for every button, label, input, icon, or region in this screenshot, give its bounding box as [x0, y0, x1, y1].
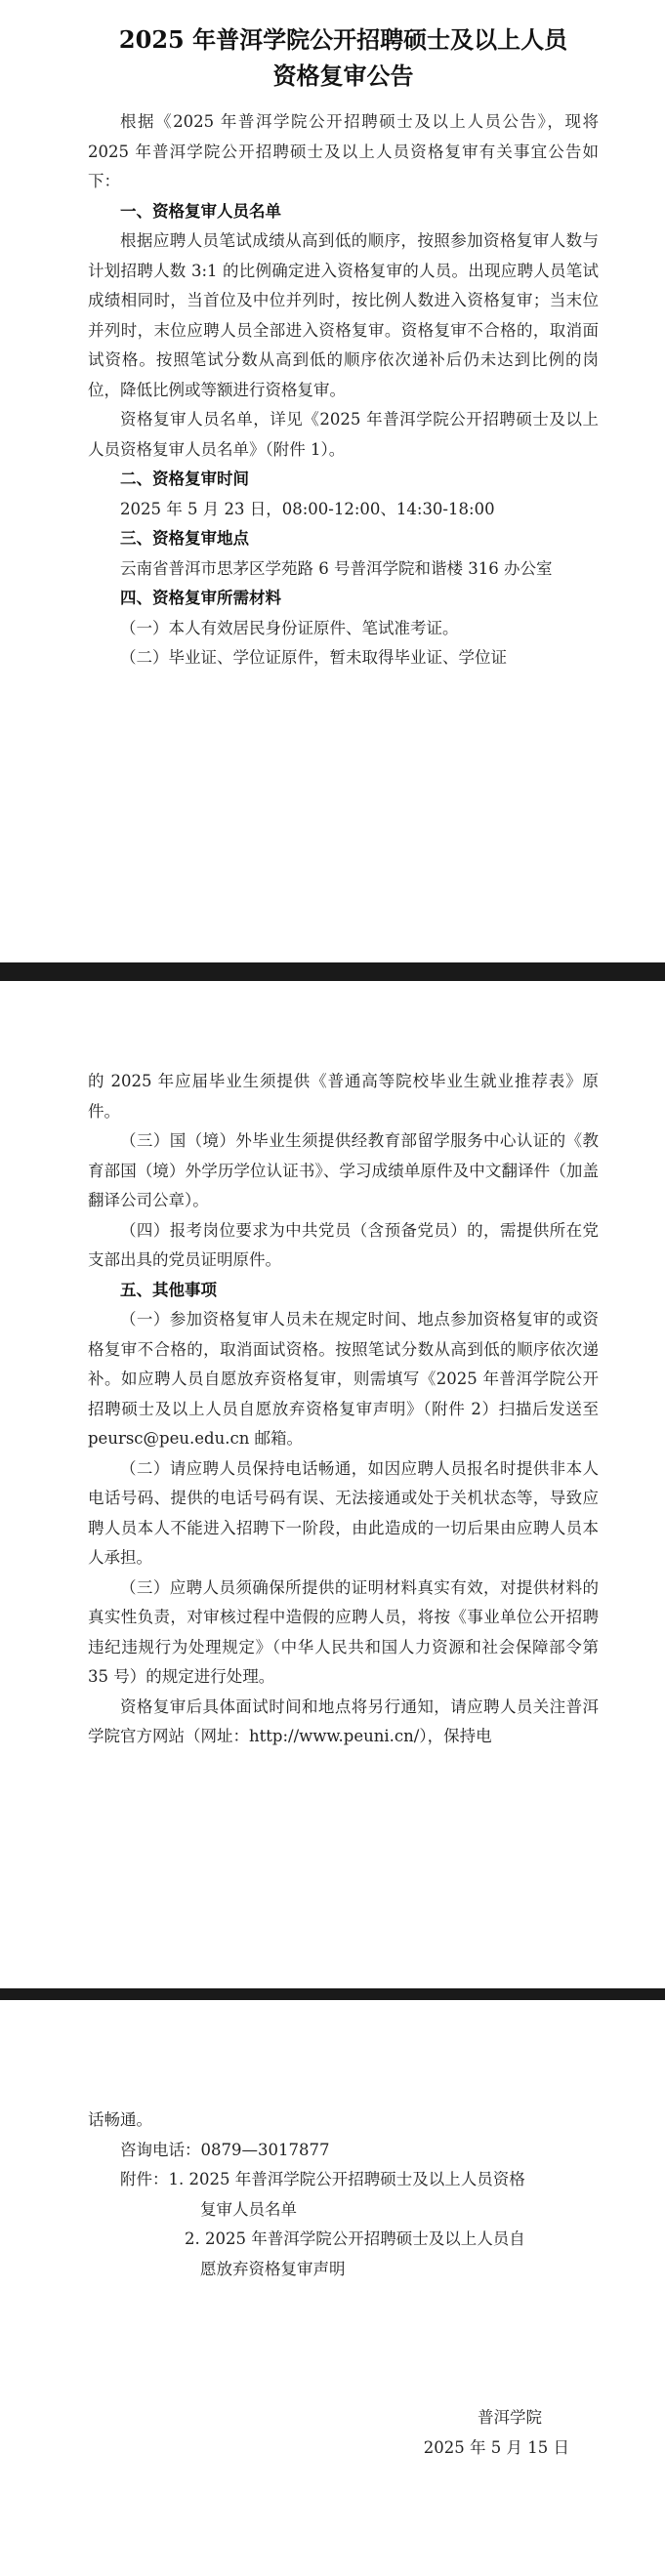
section-3-text: 云南省普洱市思茅区学苑路 6 号普洱学院和谐楼 316 办公室	[120, 558, 553, 578]
section-1-paragraph-1: 根据应聘人员笔试成绩从高到低的顺序，按照参加资格复审人数与计划招聘人数 3:1 的比例确定进入资格复审的人员。出现应聘人员笔试成绩相同时，当首位及中位并列时，按比例人数进入资格复审；当末位并列时，末位应聘人员全部进入资格复审。资格复审不合格的，取消面试资格。按照笔试分数从高到低的顺序依次递补后仍未达到比例的岗位，降低比例或等额进行资格复审。	[88, 231, 599, 399]
section-4-item-1: （一）本人有效居民身份证原件、笔试准考证。	[120, 618, 459, 637]
signature-organization: 普洱学院	[478, 2408, 542, 2427]
section-5-item-2: （二）请应聘人员保持电话畅通，如因应聘人员报名时提供非本人电话号码、提供的电话号码有误、无法接通或处于关机状态等，导致应聘人员本人不能进入招聘下一阶段，由此造成的一切后果由应聘人员本人承担。	[88, 1458, 599, 1567]
signature-date: 2025 年 5 月 15 日	[423, 2437, 569, 2457]
section-2-text: 2025 年 5 月 23 日，08:00-12:00、14:30-18:00	[120, 499, 495, 518]
page-separator	[0, 962, 665, 981]
section-3-heading: 三、资格复审地点	[120, 529, 249, 548]
section-1-heading: 一、资格复审人员名单	[120, 201, 281, 221]
document-page-3	[0, 2000, 665, 2576]
section-4-item-4: （四）报考岗位要求为中共党员（含预备党员）的，需提供所在党支部出具的党员证明原件。	[88, 1220, 599, 1269]
section-5-item-1: （一）参加资格复审人员未在规定时间、地点参加资格复审的或资格复审不合格的，取消面试资格。按照笔试分数从高到低的顺序依次递补。如应聘人员自愿放弃资格复审，则需填写《2025 年普洱学院公开招聘硕士及以上人员自愿放弃资格复审声明》（附件 2）扫描后发送至 peursc@peu.edu.cn 邮箱。	[88, 1310, 599, 1448]
attachment-1-line-2: 复审人员名单	[200, 2199, 297, 2219]
attachment-1-line-1	[88, 2165, 599, 2195]
contact-phone: 咨询电话：0879—3017877	[120, 2140, 330, 2159]
document-page-1	[0, 0, 665, 962]
attachment-1-title-a: 1. 2025 年普洱学院公开招聘硕士及以上人员资格	[168, 2170, 525, 2188]
page-3-content	[88, 2106, 599, 2463]
section-5-final-start: 资格复审后具体面试时间和地点将另行通知，请应聘人员关注普洱学院官方网站（网址：http://www.peuni.cn/），保持电	[88, 1697, 599, 1745]
page-1-content	[88, 21, 599, 674]
title-line-1: 2025 年普洱学院公开招聘硕士及以上人员	[118, 25, 568, 54]
section-4-item-2-end: 的 2025 年应届毕业生须提供《普通高等院校毕业生就业推荐表》原件。	[88, 1072, 599, 1121]
section-1-paragraph-2: 资格复审人员名单，详见《2025 年普洱学院公开招聘硕士及以上人员资格复审人员名单》（附件 1）。	[88, 410, 599, 459]
section-5-item-3: （三）应聘人员须确保所提供的证明材料真实有效，对提供材料的真实性负责，对审核过程中造假的应聘人员，将按《事业单位公开招聘违纪违规行为处理规定》（中华人民共和国人力资源和社会保障部令第 35 号）的规定进行处理。	[88, 1577, 599, 1686]
section-4-item-3: （三）国（境）外毕业生须提供经教育部留学服务中心认证的《教育部国（境）外学历学位认证书》、学习成绩单原件及中文翻译件（加盖翻译公司公章）。	[88, 1131, 599, 1209]
section-2-heading: 二、资格复审时间	[120, 470, 249, 488]
title-line-2: 资格复审公告	[272, 61, 414, 90]
section-5-final-end: 话畅通。	[88, 2110, 152, 2129]
attachment-label: 附件：	[120, 2170, 169, 2188]
page-separator-2	[0, 1988, 665, 2000]
section-4-item-2-start: （二）毕业证、学位证原件，暂未取得毕业证、学位证	[120, 648, 507, 667]
attachment-2-line-1: 2. 2025 年普洱学院公开招聘硕士及以上人员自	[185, 2229, 525, 2248]
section-4-heading: 四、资格复审所需材料	[120, 589, 281, 607]
document-page-2	[0, 981, 665, 1988]
attachment-2-line-2: 愿放弃资格复审声明	[200, 2259, 346, 2278]
page-2-content	[88, 1067, 599, 1752]
section-5-heading: 五、其他事项	[120, 1280, 217, 1299]
intro-paragraph: 根据《2025 年普洱学院公开招聘硕士及以上人员公告》，现将 2025 年普洱学院公开招聘硕士及以上人员资格复审有关事宜公告如下：	[88, 112, 599, 190]
